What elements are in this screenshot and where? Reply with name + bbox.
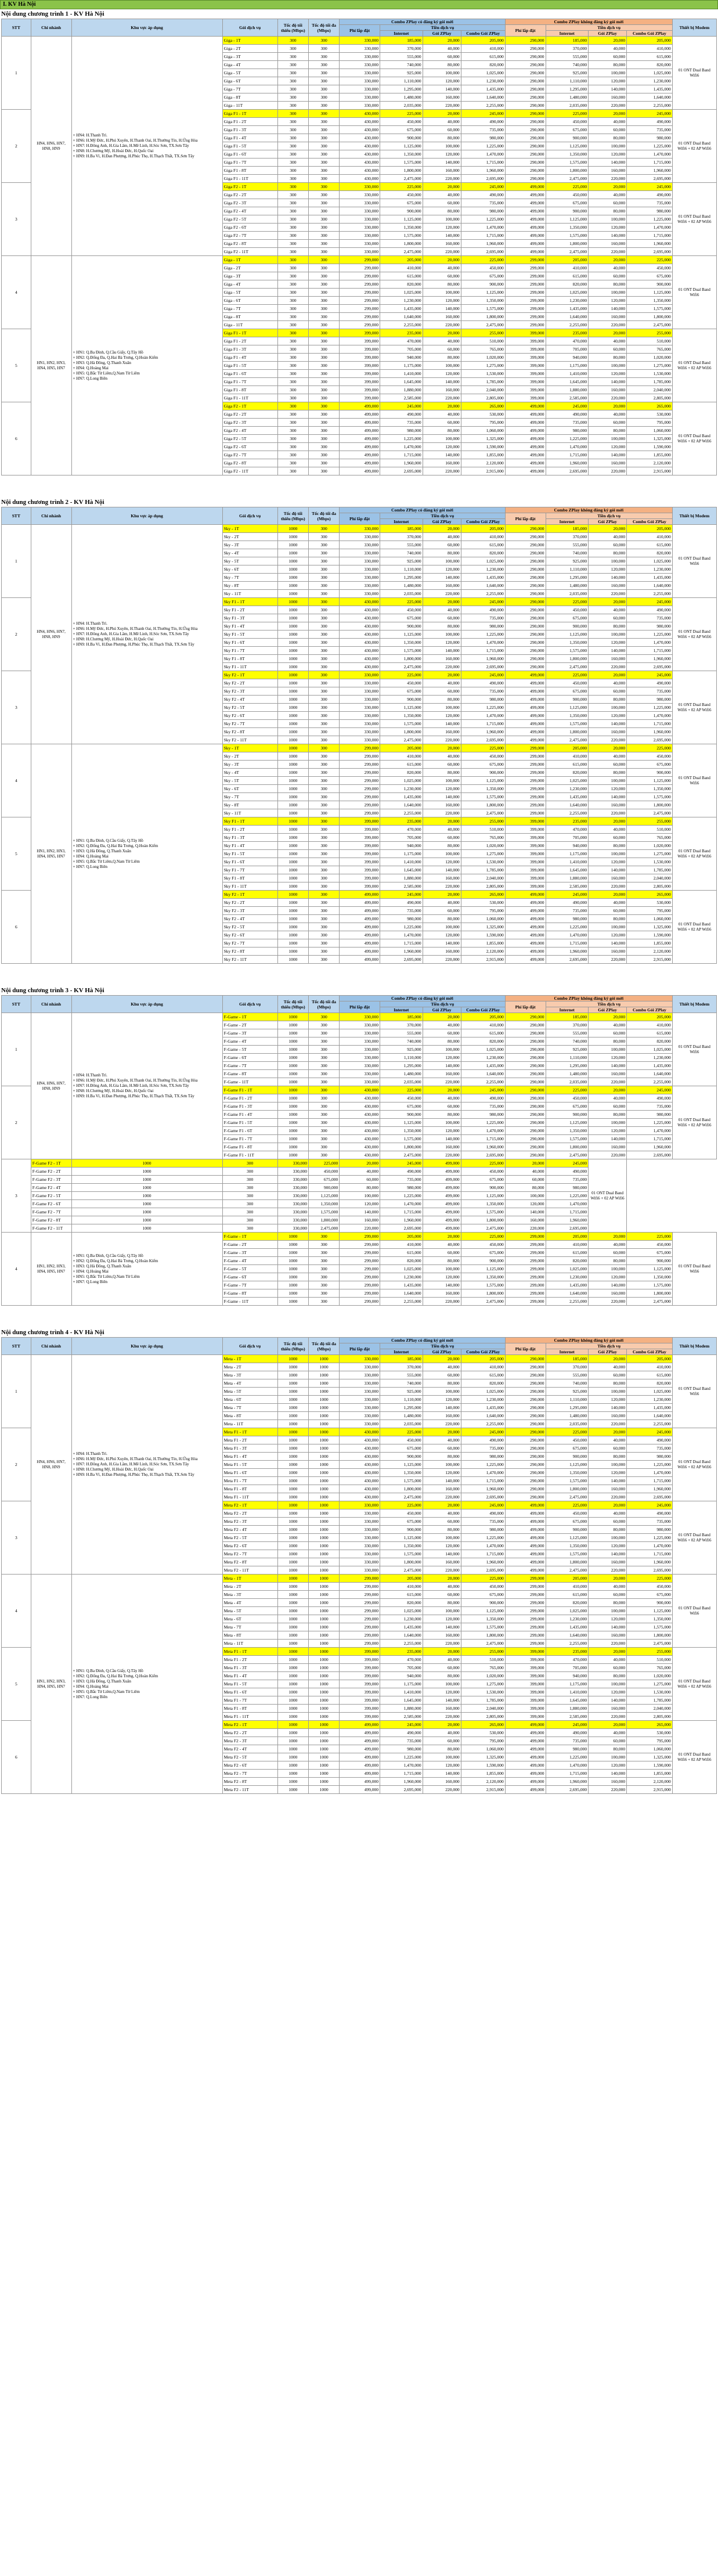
col-max-speed: Tốc độ tối đa (Mbps) xyxy=(308,1338,339,1355)
table-row: F-Game - 6T 1000 300 299,000 1,230,000 120,000 1,350,000 299,000 1,230,000 120,000 1,350,000 xyxy=(2,1273,717,1281)
table-row: Giga - 7T 300 300 299,000 1,435,000 140,000 1,575,000 299,000 1,435,000 140,000 1,575,000 xyxy=(2,305,717,313)
table-row: F-Game - 11T 1000 300 330,000 2,035,000 220,000 2,255,000 290,000 2,035,000 220,000 2,255,000 xyxy=(2,1078,717,1086)
price-table: STT Chi nhánh Khu vực áp dụng Gói dịch vụ Tốc độ tối thiểu (Mbps) Tốc độ tối đa (Mbps) Combo ZPlay có đăng ký gói mới Combo ZPlay không đăng ký gói mới Thiết bị Modem Phí lắp đặt Tiền dịch vụ Phí lắp đặt Tiền dịch vụ Internet Gói ZPlay Combo Gói ZPlay Internet Gói ZPlay Combo Gói ZPlay 1 HN4, HN6, HN7, HN8, HN9 + HN4: H.Thanh Trì. + HN6: H.Mỹ Đức, H.Phú Xuyên, H.Thanh Oai, H.Thường Tín, H.Ứng Hòa + HN7: H.Đông Anh, H.Gia Lâm, H.Mê Linh, H.Sóc Sơn, TX.Sơn Tây + HN8: H.Chương Mỹ, H.Hoài Đức, H.Quốc Oai + HN9: H.Ba Vì, H.Đan Phượng, H.Phúc Thọ, H.Thạch Thất, TX.Sơn Tây Giga - 1T 300 300 330,000 185,000 20,000 205,000 290,000 185,000 20,000 205,000 01 ONT Dual Band Wifi6 Giga - 2T 300 300 330,000 370,000 40,000 410,000 290,000 370,000 40,000 410,000 Giga - 3T 300 300 330,000 555,000 60,000 615,000 290,000 555,000 60,000 615,000 Giga - 4T 300 300 330,000 740,000 80,000 820,000 290,000 740,000 80,000 820,000 Giga - 5T 300 300 330,000 925,000 100,000 1,025,000 290,000 925,000 100,000 1,025,000 Giga - 6T 300 300 330,000 1,110,000 120,000 1,230,000 290,000 1,110,000 120,000 1,230,000 Giga - 7T 300 300 330,000 1,295,000 140,000 1,435,000 290,000 1,295,000 140,000 1,435,000 Giga - 8T 300 300 330,000 1,480,000 160,000 1,640,000 290,000 1,480,000 160,000 1,640,000 Giga - 11T 300 300 330,000 2,035,000 220,000 2,255,000 290,000 2,035,000 220,000 2,255,000 2 Giga F1 - 1T 300 300 430,000 225,000 20,000 245,000 290,000 225,000 20,000 245,000 01 ONT Dual Band Wifi6 + 02 AP Wifi6 Giga F1 - 2T 300 300 430,000 450,000 40,000 490,000 290,000 450,000 40,000 490,000 Giga F1 - 3T 300 300 430,000 675,000 60,000 735,000 290,000 675,000 60,000 735,000 Giga F1 - 4T 300 300 430,000 900,000 80,000 980,000 290,000 900,000 80,000 980,000 Giga F1 - 5T 300 300 430,000 1,125,000 100,000 1,225,000 290,000 1,125,000 100,000 1,225,000 Giga F1 - 6T 300 300 430,000 1,350,000 120,000 1,470,000 290,000 1,350,000 120,000 1,470,000 Giga F1 - 7T 300 300 430,000 1,575,000 140,000 1,715,000 290,000 1,575,000 140,000 1,715,000 Giga F1 - 8T 300 300 430,000 1,800,000 160,000 1,960,000 290,000 1,800,000 160,000 1,960,000 Giga F1 - 11T 300 300 430,000 2,475,000 220,000 2,695,000 290,000 2,475,000 220,000 2,695,000 3 Giga F2 - 1T 300 300 330,000 225,000 20,000 245,000 499,000 225,000 20,000 245,000 01 ONT Dual Band Wifi6 + 02 AP Wifi6 Giga F2 - 2T 300 300 330,000 450,000 40,000 490,000 499,000 450,000 40,000 490,000 Giga F2 - 3T 300 300 330,000 675,000 60,000 735,000 499,000 675,000 60,000 735,000 Giga F2 - 4T 300 300 330,000 900,000 80,000 980,000 499,000 900,000 80,000 980,000 Giga F2 - 5T 300 300 330,000 1,125,000 100,000 1,225,000 499,000 1,125,000 100,000 1,225,000 Giga F2 - 6T 300 300 330,000 1,350,000 120,000 1,470,000 499,000 1,350,000 120,000 1,470,000 Giga F2 - 7T 300 300 330,000 1,575,000 140,000 1,715,000 499,000 1,575,000 140,000 1,715,000 Giga F2 - 8T 300 300 330,000 1,800,000 160,000 1,960,000 499,000 1,800,000 160,000 1,960,000 Giga F2 - 11T 300 300 330,000 2,475,000 220,000 2,695,000 499,000 2,475,000 220,000 2,695,000 4 HN1, HN2, HN3, HN4, HN5, HN7 + HN1: Q.Ba Đình, Q.Cầu Giấy, Q.Tây Hồ + HN2: Q.Đống Đa, Q.Hai Bà Trưng, Q.Hoàn Kiếm + HN3: Q.Hà Đông, Q.Thanh Xuân + HN4: Q.Hoàng Mai + HN5: Q.Bắc Từ Liêm,Q.Nam Từ Liêm + HN7: Q.Long Biên Giga - 1T 300 300 299,000 205,000 20,000 225,000 299,000 205,000 20,000 225,000 01 ONT Dual Band Wifi6 Giga - 2T 300 300 299,000 410,000 40,000 450,000 299,000 410,000 40,000 450,000 Giga - 3T 300 300 299,000 615,000 60,000 675,000 299,000 615,000 60,000 675,000 Giga - 4T 300 300 299,000 820,000 80,000 900,000 299,000 820,000 80,000 900,000 Giga - 5T 300 300 299,000 1,025,000 100,000 1,125,000 299,000 1,025,000 100,000 1,125,000 Giga - 6T 300 300 299,000 1,230,000 120,000 1,350,000 299,000 1,230,000 120,000 1,350,000 Giga - 7T 300 300 299,000 1,435,000 140,000 1,575,000 299,000 1,435,000 140,000 1,575,000 Giga - 8T 300 300 299,000 1,640,000 160,000 1,800,000 299,000 1,640,000 160,000 1,800,000 Giga - 11T 300 300 299,000 2,255,000 220,000 2,475,000 299,000 2,255,000 220,000 2,475,000 5 Giga F1 - 1T 300 300 399,000 235,000 20,000 255,000 399,000 235,000 20,000 255,000 01 ONT Dual Band Wifi6 + 02 AP Wifi6 Giga F1 - 2T 300 300 399,000 470,000 40,000 510,000 399,000 470,000 40,000 510,000 Giga F1 - 3T 300 300 399,000 705,000 60,000 765,000 399,000 705,000 60,000 765,000 Giga F1 - 4T 300 300 399,000 940,000 80,000 1,020,000 399,000 940,000 80,000 1,020,000 Giga F1 - 5T 300 300 399,000 1,175,000 100,000 1,275,000 399,000 1,175,000 100,000 1,275,000 Giga F1 - 6T 300 300 399,000 1,410,000 120,000 1,530,000 399,000 1,410,000 120,000 1,530,000 Giga F1 - 7T 300 300 399,000 1,645,000 140,000 1,785,000 399,000 1,645,000 140,000 1,785,000 Giga F1 - 8T 300 300 399,000 1,880,000 160,000 2,040,000 399,000 1,880,000 160,000 2,040,000 Giga F1 - 11T 300 300 399,000 2,585,000 220,000 2,805,000 399,000 2,585,000 220,000 2,805,000 6 Giga F2 - 1T 300 300 499,000 245,000 20,000 265,000 499,000 245,000 20,000 265,000 01 ONT Dual Band Wifi6 + 02 AP Wifi6 Giga F2 - 2T 300 300 499,000 490,000 40,000 530,000 499,000 490,000 40,000 530,000 Giga F2 - 3T 300 300 499,000 735,000 60,000 795,000 499,000 735,000 60,000 795,000 Giga F2 - 4T 300 300 499,000 980,000 80,000 1,060,000 499,000 980,000 80,000 1,060,000 Giga F2 - 5T 300 300 499,000 1,225,000 100,000 1,325,000 499,000 1,225,000 100,000 1,325,000 Giga F2 - 6T 300 300 499,000 1,470,000 120,000 1,590,000 499,000 1,470,000 120,000 1,590,000 Giga F2 - 7T 300 300 499,000 1,715,000 140,000 1,855,000 499,000 1,715,000 140,000 1,855,000 Giga F2 - 8T 300 300 499,000 1,960,000 160,000 2,120,000 499,000 1,960,000 160,000 2,120,000 Giga F2 - 11T 300 300 499,000 2,695,000 220,000 2,915,000 499,000 2,695,000 220,000 2,915,000 xyxy=(1,19,717,475)
table-row: Giga - 3T 300 300 299,000 615,000 60,000 675,000 299,000 615,000 60,000 675,000 xyxy=(2,272,717,280)
col-min-speed: Tốc độ tối thiểu (Mbps) xyxy=(277,1338,308,1355)
table-row: Giga - 8T 300 300 299,000 1,640,000 160,000 1,800,000 299,000 1,640,000 160,000 1,800,000 xyxy=(2,313,717,321)
col-package: Gói dịch vụ xyxy=(222,1338,277,1355)
table-row: F-Game F1 - 2T 1000 300 430,000 450,000 40,000 490,000 290,000 450,000 40,000 490,000 xyxy=(2,1094,717,1103)
table-row: Meta F2 - 8T 1000 1000 499,000 1,960,000 160,000 2,120,000 499,000 1,960,000 160,000 2,120,000 xyxy=(2,1778,717,1786)
table-row: F-Game F1 - 5T 1000 300 430,000 1,125,000 100,000 1,225,000 290,000 1,125,000 100,000 1,225,000 xyxy=(2,1119,717,1127)
table-row: Giga F1 - 3T 300 300 399,000 705,000 60,000 765,000 399,000 705,000 60,000 765,000 xyxy=(2,345,717,354)
table-row: Sky F2 - 2T 1000 300 499,000 490,000 40,000 530,000 499,000 490,000 40,000 530,000 xyxy=(2,899,717,907)
table-row: Giga F1 - 5T 300 300 430,000 1,125,000 100,000 1,225,000 290,000 1,125,000 100,000 1,225,000 xyxy=(2,142,717,150)
table-row: Sky F1 - 2T 1000 300 430,000 450,000 40,000 490,000 290,000 450,000 40,000 490,000 xyxy=(2,606,717,614)
col-group-nonew: Combo ZPlay không đăng ký gói mới xyxy=(505,507,672,513)
table-row: Meta F2 - 2T 1000 1000 330,000 450,000 40,000 490,000 499,000 450,000 40,000 490,000 xyxy=(2,1509,717,1518)
table-row: 6 Meta F2 - 1T 1000 1000 499,000 245,000 20,000 265,000 499,000 245,000 20,000 265,000 01 ONT Dual Band Wifi6 + 02 AP Wifi6 xyxy=(2,1721,717,1729)
section-title: Nội dung chương trình 4 - KV Hà Nội xyxy=(0,1328,716,1337)
table-row: Meta F2 - 5T 1000 1000 330,000 1,125,000 100,000 1,225,000 499,000 1,125,000 100,000 1,225,000 xyxy=(2,1534,717,1542)
table-row: Meta - 5T 1000 1000 330,000 925,000 100,000 1,025,000 290,000 925,000 100,000 1,025,000 xyxy=(2,1388,717,1396)
table-row: Giga - 4T 300 300 330,000 740,000 80,000 820,000 290,000 740,000 80,000 820,000 xyxy=(2,61,717,69)
table-row: Giga F2 - 5T 300 300 499,000 1,225,000 100,000 1,325,000 499,000 1,225,000 100,000 1,325,000 xyxy=(2,435,717,443)
table-row: Sky F1 - 5T 1000 300 399,000 1,175,000 100,000 1,275,000 399,000 1,175,000 100,000 1,275,000 xyxy=(2,850,717,858)
table-row: Sky F1 - 6T 1000 300 430,000 1,350,000 120,000 1,470,000 290,000 1,350,000 120,000 1,470,000 xyxy=(2,639,717,647)
table-row: 1 HN4, HN6, HN7, HN8, HN9 + HN4: H.Thanh Trì. + HN6: H.Mỹ Đức, H.Phú Xuyên, H.Thanh Oai, H.Thường Tín, H.Ứng Hòa + HN7: H.Đông Anh, H.Gia Lâm, H.Mê Linh, H.Sóc Sơn, TX.Sơn Tây + HN8: H.Chương Mỹ, H.Hoài Đức, H.Quốc Oai + HN9: H.Ba Vì, H.Đan Phượng, H.Phúc Thọ, H.Thạch Thất, TX.Sơn Tây Giga - 1T 300 300 330,000 185,000 20,000 205,000 290,000 185,000 20,000 205,000 01 ONT Dual Band Wifi6 xyxy=(2,37,717,45)
table-row: 4 HN1, HN2, HN3, HN4, HN5, HN7 + HN1: Q.Ba Đình, Q.Cầu Giấy, Q.Tây Hồ + HN2: Q.Đống Đa, Q.Hai Bà Trưng, Q.Hoàn Kiếm + HN3: Q.Hà Đông, Q.Thanh Xuân + HN4: Q.Hoàng Mai + HN5: Q.Bắc Từ Liêm,Q.Nam Từ Liêm + HN7: Q.Long Biên F-Game - 1T 1000 300 299,000 205,000 20,000 225,000 299,000 205,000 20,000 225,000 01 ONT Dual Band Wifi6 xyxy=(2,1233,717,1241)
col-stt: STT xyxy=(2,1338,31,1355)
table-row: F-Game F2 - 4T 1000 300 330,000 900,000 80,000 980,000 499,000 900,000 80,000 980,000 xyxy=(2,1184,717,1192)
table-row: Sky - 5T 1000 300 330,000 925,000 100,000 1,025,000 290,000 925,000 100,000 1,025,000 xyxy=(2,557,717,565)
table-row: Meta F1 - 11T 1000 1000 430,000 2,475,000 220,000 2,695,000 290,000 2,475,000 220,000 2,695,000 xyxy=(2,1493,717,1501)
table-row: Sky F1 - 5T 1000 300 430,000 1,125,000 100,000 1,225,000 290,000 1,125,000 100,000 1,225,000 xyxy=(2,631,717,639)
table-row: F-Game - 8T 1000 300 299,000 1,640,000 160,000 1,800,000 299,000 1,640,000 160,000 1,800,000 xyxy=(2,1289,717,1298)
table-row: Meta F2 - 5T 1000 1000 499,000 1,225,000 100,000 1,325,000 499,000 1,225,000 100,000 1,325,000 xyxy=(2,1753,717,1761)
table-row: Giga F1 - 8T 300 300 399,000 1,880,000 160,000 2,040,000 399,000 1,880,000 160,000 2,040,000 xyxy=(2,386,717,394)
table-row: Giga F1 - 2T 300 300 430,000 450,000 40,000 490,000 290,000 450,000 40,000 490,000 xyxy=(2,118,717,126)
table-row: Giga F1 - 6T 300 300 399,000 1,410,000 120,000 1,530,000 399,000 1,410,000 120,000 1,530,000 xyxy=(2,370,717,378)
table-row: F-Game F2 - 8T 1000 300 330,000 1,800,000 160,000 1,960,000 499,000 1,800,000 160,000 1,960,000 xyxy=(2,1216,717,1224)
col-area: Khu vực áp dụng xyxy=(71,19,222,37)
table-row: Meta - 8T 1000 1000 299,000 1,640,000 160,000 1,800,000 299,000 1,640,000 160,000 1,800,000 xyxy=(2,1631,717,1640)
table-row: F-Game - 6T 1000 300 330,000 1,110,000 120,000 1,230,000 290,000 1,110,000 120,000 1,230,000 xyxy=(2,1054,717,1062)
price-tables xyxy=(0,9,718,1794)
table-row: F-Game - 5T 1000 300 299,000 1,025,000 100,000 1,125,000 299,000 1,025,000 100,000 1,125,000 xyxy=(2,1265,717,1273)
table-row: Sky F2 - 3T 1000 300 499,000 735,000 60,000 795,000 499,000 735,000 60,000 795,000 xyxy=(2,907,717,915)
table-row: F-Game F2 - 7T 1000 300 330,000 1,575,000 140,000 1,715,000 499,000 1,575,000 140,000 1,715,000 xyxy=(2,1208,717,1216)
table-row: Meta - 7T 1000 1000 330,000 1,295,000 140,000 1,435,000 290,000 1,295,000 140,000 1,435,000 xyxy=(2,1404,717,1412)
col-package: Gói dịch vụ xyxy=(222,996,277,1013)
table-row: Giga F2 - 4T 300 300 330,000 900,000 80,000 980,000 499,000 900,000 80,000 980,000 xyxy=(2,207,717,215)
table-row: F-Game - 11T 1000 300 299,000 2,255,000 220,000 2,475,000 299,000 2,255,000 220,000 2,475,000 xyxy=(2,1298,717,1306)
table-row: Sky F2 - 8T 1000 300 330,000 1,800,000 160,000 1,960,000 499,000 1,800,000 160,000 1,960,000 xyxy=(2,728,717,736)
table-row: F-Game F1 - 7T 1000 300 430,000 1,575,000 140,000 1,715,000 290,000 1,575,000 140,000 1,715,000 xyxy=(2,1135,717,1143)
table-row: Sky F2 - 6T 1000 300 499,000 1,470,000 120,000 1,590,000 499,000 1,470,000 120,000 1,590,000 xyxy=(2,931,717,939)
table-row: Giga F1 - 7T 300 300 430,000 1,575,000 140,000 1,715,000 290,000 1,575,000 140,000 1,715,000 xyxy=(2,158,717,167)
table-row: Sky F2 - 5T 1000 300 330,000 1,125,000 100,000 1,225,000 499,000 1,125,000 100,000 1,225,000 xyxy=(2,704,717,712)
table-row: Sky F1 - 4T 1000 300 399,000 940,000 80,000 1,020,000 399,000 940,000 80,000 1,020,000 xyxy=(2,842,717,850)
table-row: Sky - 11T 1000 300 299,000 2,255,000 220,000 2,475,000 299,000 2,255,000 220,000 2,475,000 xyxy=(2,809,717,817)
col-modem: Thiết bị Modem xyxy=(672,1338,716,1355)
table-row: Meta F2 - 7T 1000 1000 499,000 1,715,000 140,000 1,855,000 499,000 1,715,000 140,000 1,855,000 xyxy=(2,1770,717,1778)
price-table: STT Chi nhánh Khu vực áp dụng Gói dịch vụ Tốc độ tối thiểu (Mbps) Tốc độ tối đa (Mbps) Combo ZPlay có đăng ký gói mới Combo ZPlay không đăng ký gói mới Thiết bị Modem Phí lắp đặt Tiền dịch vụ Phí lắp đặt Tiền dịch vụ Internet Gói ZPlay Combo Gói ZPlay Internet Gói ZPlay Combo Gói ZPlay 1 HN4, HN6, HN7, HN8, HN9 + HN4: H.Thanh Trì. + HN6: H.Mỹ Đức, H.Phú Xuyên, H.Thanh Oai, H.Thường Tín, H.Ứng Hòa + HN7: H.Đông Anh, H.Gia Lâm, H.Mê Linh, H.Sóc Sơn, TX.Sơn Tây + HN8: H.Chương Mỹ, H.Hoài Đức, H.Quốc Oai + HN9: H.Ba Vì, H.Đan Phượng, H.Phúc Thọ, H.Thạch Thất, TX.Sơn Tây Sky - 1T 1000 300 330,000 185,000 20,000 205,000 290,000 185,000 20,000 205,000 01 ONT Dual Band Wifi6 Sky - 2T 1000 300 330,000 370,000 40,000 410,000 290,000 370,000 40,000 410,000 Sky - 3T 1000 300 330,000 555,000 60,000 615,000 290,000 555,000 60,000 615,000 Sky - 4T 1000 300 330,000 740,000 80,000 820,000 290,000 740,000 80,000 820,000 Sky - 5T 1000 300 330,000 925,000 100,000 1,025,000 290,000 925,000 100,000 1,025,000 Sky - 6T 1000 300 330,000 1,110,000 120,000 1,230,000 290,000 1,110,000 120,000 1,230,000 Sky - 7T 1000 300 330,000 1,295,000 140,000 1,435,000 290,000 1,295,000 140,000 1,435,000 Sky - 8T 1000 300 330,000 1,480,000 160,000 1,640,000 290,000 1,480,000 160,000 1,640,000 Sky - 11T 1000 300 330,000 2,035,000 220,000 2,255,000 290,000 2,035,000 220,000 2,255,000 2 Sky F1 - 1T 1000 300 430,000 225,000 20,000 245,000 290,000 225,000 20,000 245,000 01 ONT Dual Band Wifi6 + 02 AP Wifi6 Sky F1 - 2T 1000 300 430,000 450,000 40,000 490,000 290,000 450,000 40,000 490,000 Sky F1 - 3T 1000 300 430,000 675,000 60,000 735,000 290,000 675,000 60,000 735,000 Sky F1 - 4T 1000 300 430,000 900,000 80,000 980,000 290,000 900,000 80,000 980,000 Sky F1 - 5T 1000 300 430,000 1,125,000 100,000 1,225,000 290,000 1,125,000 100,000 1,225,000 Sky F1 - 6T 1000 300 430,000 1,350,000 120,000 1,470,000 290,000 1,350,000 120,000 1,470,000 Sky F1 - 7T 1000 300 430,000 1,575,000 140,000 1,715,000 290,000 1,575,000 140,000 1,715,000 Sky F1 - 8T 1000 300 430,000 1,800,000 160,000 1,960,000 290,000 1,800,000 160,000 1,960,000 Sky F1 - 11T 1000 300 430,000 2,475,000 220,000 2,695,000 290,000 2,475,000 220,000 2,695,000 3 Sky F2 - 1T 1000 300 330,000 225,000 20,000 245,000 499,000 225,000 20,000 245,000 01 ONT Dual Band Wifi6 + 02 AP Wifi6 Sky F2 - 2T 1000 300 330,000 450,000 40,000 490,000 499,000 450,000 40,000 490,000 Sky F2 - 3T 1000 300 330,000 675,000 60,000 735,000 499,000 675,000 60,000 735,000 Sky F2 - 4T 1000 300 330,000 900,000 80,000 980,000 499,000 900,000 80,000 980,000 Sky F2 - 5T 1000 300 330,000 1,125,000 100,000 1,225,000 499,000 1,125,000 100,000 1,225,000 Sky F2 - 6T 1000 300 330,000 1,350,000 120,000 1,470,000 499,000 1,350,000 120,000 1,470,000 Sky F2 - 7T 1000 300 330,000 1,575,000 140,000 1,715,000 499,000 1,575,000 140,000 1,715,000 Sky F2 - 8T 1000 300 330,000 1,800,000 160,000 1,960,000 499,000 1,800,000 160,000 1,960,000 Sky F2 - 11T 1000 300 330,000 2,475,000 220,000 2,695,000 499,000 2,475,000 220,000 2,695,000 4 HN1, HN2, HN3, HN4, HN5, HN7 + HN1: Q.Ba Đình, Q.Cầu Giấy, Q.Tây Hồ + HN2: Q.Đống Đa, Q.Hai Bà Trưng, Q.Hoàn Kiếm + HN3: Q.Hà Đông, Q.Thanh Xuân + HN4: Q.Hoàng Mai + HN5: Q.Bắc Từ Liêm,Q.Nam Từ Liêm + HN7: Q.Long Biên Sky - 1T 1000 300 299,000 205,000 20,000 225,000 299,000 205,000 20,000 225,000 01 ONT Dual Band Wifi6 Sky - 2T 1000 300 299,000 410,000 40,000 450,000 299,000 410,000 40,000 450,000 Sky - 3T 1000 300 299,000 615,000 60,000 675,000 299,000 615,000 60,000 675,000 Sky - 4T 1000 300 299,000 820,000 80,000 900,000 299,000 820,000 80,000 900,000 Sky - 5T 1000 300 299,000 1,025,000 100,000 1,125,000 299,000 1,025,000 100,000 1,125,000 Sky - 6T 1000 300 299,000 1,230,000 120,000 1,350,000 299,000 1,230,000 120,000 1,350,000 Sky - 7T 1000 300 299,000 1,435,000 140,000 1,575,000 299,000 1,435,000 140,000 1,575,000 Sky - 8T 1000 300 299,000 1,640,000 160,000 1,800,000 299,000 1,640,000 160,000 1,800,000 Sky - 11T 1000 300 299,000 2,255,000 220,000 2,475,000 299,000 2,255,000 220,000 2,475,000 5 Sky F1 - 1T 1000 300 399,000 235,000 20,000 255,000 399,000 235,000 20,000 255,000 01 ONT Dual Band Wifi6 + 02 AP Wifi6 Sky F1 - 2T 1000 300 399,000 470,000 40,000 510,000 399,000 470,000 40,000 510,000 Sky F1 - 3T 1000 300 399,000 705,000 60,000 765,000 399,000 705,000 60,000 765,000 Sky F1 - 4T 1000 300 399,000 940,000 80,000 1,020,000 399,000 940,000 80,000 1,020,000 Sky F1 - 5T 1000 300 399,000 1,175,000 100,000 1,275,000 399,000 1,175,000 100,000 1,275,000 Sky F1 - 6T 1000 300 399,000 1,410,000 120,000 1,530,000 399,000 1,410,000 120,000 1,530,000 Sky F1 - 7T 1000 300 399,000 1,645,000 140,000 1,785,000 399,000 1,645,000 140,000 1,785,000 Sky F1 - 8T 1000 300 399,000 1,880,000 160,000 2,040,000 399,000 1,880,000 160,000 2,040,000 Sky F1 - 11T 1000 300 399,000 2,585,000 220,000 2,805,000 399,000 2,585,000 220,000 2,805,000 6 Sky F2 - 1T 1000 300 499,000 245,000 20,000 265,000 499,000 245,000 20,000 265,000 01 ONT Dual Band Wifi6 + 02 AP Wifi6 Sky F2 - 2T 1000 300 499,000 490,000 40,000 530,000 499,000 490,000 40,000 530,000 Sky F2 - 3T 1000 300 499,000 735,000 60,000 795,000 499,000 735,000 60,000 795,000 Sky F2 - 4T 1000 300 499,000 980,000 80,000 1,060,000 499,000 980,000 80,000 1,060,000 Sky F2 - 5T 1000 300 499,000 1,225,000 100,000 1,325,000 499,000 1,225,000 100,000 1,325,000 Sky F2 - 6T 1000 300 499,000 1,470,000 120,000 1,590,000 499,000 1,470,000 120,000 1,590,000 Sky F2 - 7T 1000 300 499,000 1,715,000 140,000 1,855,000 499,000 1,715,000 140,000 1,855,000 Sky F2 - 8T 1000 300 499,000 1,960,000 160,000 2,120,000 499,000 1,960,000 160,000 2,120,000 Sky F2 - 11T 1000 300 499,000 2,695,000 220,000 2,915,000 499,000 2,695,000 220,000 2,915,000 xyxy=(1,507,717,964)
table-row: 3 Sky F2 - 1T 1000 300 330,000 225,000 20,000 245,000 499,000 225,000 20,000 245,000 01 ONT Dual Band Wifi6 + 02 AP Wifi6 xyxy=(2,671,717,679)
table-row: Giga F2 - 8T 300 300 499,000 1,960,000 160,000 2,120,000 499,000 1,960,000 160,000 2,120,000 xyxy=(2,459,717,467)
col-max-speed: Tốc độ tối đa (Mbps) xyxy=(308,19,339,37)
table-row: Sky F2 - 8T 1000 300 499,000 1,960,000 160,000 2,120,000 499,000 1,960,000 160,000 2,120,000 xyxy=(2,947,717,956)
col-max-speed: Tốc độ tối đa (Mbps) xyxy=(308,507,339,525)
table-row: Giga - 5T 300 300 299,000 1,025,000 100,000 1,125,000 299,000 1,025,000 100,000 1,125,000 xyxy=(2,289,717,297)
table-row: Sky F2 - 4T 1000 300 499,000 980,000 80,000 1,060,000 499,000 980,000 80,000 1,060,000 xyxy=(2,915,717,923)
table-row: Meta F2 - 11T 1000 1000 330,000 2,475,000 220,000 2,695,000 499,000 2,475,000 220,000 2,695,000 xyxy=(2,1566,717,1575)
table-row: Meta F1 - 4T 1000 1000 399,000 940,000 80,000 1,020,000 399,000 940,000 80,000 1,020,000 xyxy=(2,1672,717,1680)
table-row: Giga - 6T 300 300 299,000 1,230,000 120,000 1,350,000 299,000 1,230,000 120,000 1,350,000 xyxy=(2,297,717,305)
table-row: F-Game - 2T 1000 300 330,000 370,000 40,000 410,000 290,000 370,000 40,000 410,000 xyxy=(2,1021,717,1029)
table-row: 2 F-Game F1 - 1T 1000 300 430,000 225,000 20,000 245,000 290,000 225,000 20,000 245,000 01 ONT Dual Band Wifi6 + 02 AP Wifi6 xyxy=(2,1086,717,1094)
table-row: Meta F1 - 7T 1000 1000 430,000 1,575,000 140,000 1,715,000 290,000 1,575,000 140,000 1,715,000 xyxy=(2,1477,717,1485)
table-row: F-Game F1 - 4T 1000 300 430,000 900,000 80,000 980,000 290,000 900,000 80,000 980,000 xyxy=(2,1111,717,1119)
table-row: Meta - 6T 1000 1000 299,000 1,230,000 120,000 1,350,000 299,000 1,230,000 120,000 1,350,000 xyxy=(2,1615,717,1623)
table-row: Meta F2 - 4T 1000 1000 499,000 980,000 80,000 1,060,000 499,000 980,000 80,000 1,060,000 xyxy=(2,1745,717,1753)
col-group-new: Combo ZPlay có đăng ký gói mới xyxy=(340,996,505,1001)
table-row: Meta - 2T 1000 1000 330,000 370,000 40,000 410,000 290,000 370,000 40,000 410,000 xyxy=(2,1363,717,1371)
table-row: Sky - 4T 1000 300 299,000 820,000 80,000 900,000 299,000 820,000 80,000 900,000 xyxy=(2,769,717,777)
table-row: Meta F2 - 6T 1000 1000 330,000 1,350,000 120,000 1,470,000 499,000 1,350,000 120,000 1,470,000 xyxy=(2,1542,717,1550)
table-row: Meta F2 - 7T 1000 1000 330,000 1,575,000 140,000 1,715,000 499,000 1,575,000 140,000 1,715,000 xyxy=(2,1550,717,1558)
table-row: Meta - 2T 1000 1000 299,000 410,000 40,000 450,000 299,000 410,000 40,000 450,000 xyxy=(2,1583,717,1591)
table-row: Meta - 4T 1000 1000 330,000 740,000 80,000 820,000 290,000 740,000 80,000 820,000 xyxy=(2,1379,717,1388)
table-row: Meta F1 - 7T 1000 1000 399,000 1,645,000 140,000 1,785,000 399,000 1,645,000 140,000 1,785,000 xyxy=(2,1696,717,1705)
table-row: Meta - 6T 1000 1000 330,000 1,110,000 120,000 1,230,000 290,000 1,110,000 120,000 1,230,000 xyxy=(2,1396,717,1404)
table-row: Giga F1 - 4T 300 300 399,000 940,000 80,000 1,020,000 399,000 940,000 80,000 1,020,000 xyxy=(2,354,717,362)
table-row: 4 HN1, HN2, HN3, HN4, HN5, HN7 + HN1: Q.Ba Đình, Q.Cầu Giấy, Q.Tây Hồ + HN2: Q.Đống Đa, Q.Hai Bà Trưng, Q.Hoàn Kiếm + HN3: Q.Hà Đông, Q.Thanh Xuân + HN4: Q.Hoàng Mai + HN5: Q.Bắc Từ Liêm,Q.Nam Từ Liêm + HN7: Q.Long Biên Meta - 1T 1000 1000 299,000 205,000 20,000 225,000 299,000 205,000 20,000 225,000 01 ONT Dual Band Wifi6 xyxy=(2,1575,717,1583)
table-row: Meta F1 - 5T 1000 1000 399,000 1,175,000 100,000 1,275,000 399,000 1,175,000 100,000 1,275,000 xyxy=(2,1680,717,1688)
col-package: Gói dịch vụ xyxy=(222,507,277,525)
table-row: F-Game - 8T 1000 300 330,000 1,480,000 160,000 1,640,000 290,000 1,480,000 160,000 1,640,000 xyxy=(2,1070,717,1078)
table-row: F-Game F2 - 6T 1000 300 330,000 1,350,000 120,000 1,470,000 499,000 1,350,000 120,000 1,470,000 xyxy=(2,1200,717,1208)
table-row: 2 Giga F1 - 1T 300 300 430,000 225,000 20,000 245,000 290,000 225,000 20,000 245,000 01 ONT Dual Band Wifi6 + 02 AP Wifi6 xyxy=(2,110,717,118)
table-row: 3 Meta F2 - 1T 1000 1000 330,000 225,000 20,000 245,000 499,000 225,000 20,000 245,000 01 ONT Dual Band Wifi6 + 02 AP Wifi6 xyxy=(2,1501,717,1509)
table-row: Giga F2 - 8T 300 300 330,000 1,800,000 160,000 1,960,000 499,000 1,800,000 160,000 1,960,000 xyxy=(2,240,717,248)
table-row: F-Game F2 - 5T 1000 300 330,000 1,125,000 100,000 1,225,000 499,000 1,125,000 100,000 1,225,000 xyxy=(2,1192,717,1200)
table-row: Sky - 7T 1000 300 299,000 1,435,000 140,000 1,575,000 299,000 1,435,000 140,000 1,575,000 xyxy=(2,793,717,801)
table-row: Sky F2 - 3T 1000 300 330,000 675,000 60,000 735,000 499,000 675,000 60,000 735,000 xyxy=(2,687,717,696)
table-row: Meta F2 - 6T 1000 1000 499,000 1,470,000 120,000 1,590,000 499,000 1,470,000 120,000 1,590,000 xyxy=(2,1761,717,1770)
table-row: 4 HN1, HN2, HN3, HN4, HN5, HN7 + HN1: Q.Ba Đình, Q.Cầu Giấy, Q.Tây Hồ + HN2: Q.Đống Đa, Q.Hai Bà Trưng, Q.Hoàn Kiếm + HN3: Q.Hà Đông, Q.Thanh Xuân + HN4: Q.Hoàng Mai + HN5: Q.Bắc Từ Liêm,Q.Nam Từ Liêm + HN7: Q.Long Biên Giga - 1T 300 300 299,000 205,000 20,000 225,000 299,000 205,000 20,000 225,000 01 ONT Dual Band Wifi6 xyxy=(2,256,717,264)
table-row: Sky - 8T 1000 300 330,000 1,480,000 160,000 1,640,000 290,000 1,480,000 160,000 1,640,000 xyxy=(2,582,717,590)
table-row: Giga - 5T 300 300 330,000 925,000 100,000 1,025,000 290,000 925,000 100,000 1,025,000 xyxy=(2,69,717,77)
table-row: Giga - 4T 300 300 299,000 820,000 80,000 900,000 299,000 820,000 80,000 900,000 xyxy=(2,280,717,289)
col-area: Khu vực áp dụng xyxy=(71,507,222,525)
table-row: Giga F2 - 11T 300 300 499,000 2,695,000 220,000 2,915,000 499,000 2,695,000 220,000 2,915,000 xyxy=(2,467,717,475)
table-row: Giga F2 - 3T 300 300 499,000 735,000 60,000 795,000 499,000 735,000 60,000 795,000 xyxy=(2,419,717,427)
table-row: Giga - 3T 300 300 330,000 555,000 60,000 615,000 290,000 555,000 60,000 615,000 xyxy=(2,53,717,61)
table-row: F-Game - 2T 1000 300 299,000 410,000 40,000 450,000 299,000 410,000 40,000 450,000 xyxy=(2,1241,717,1249)
col-min-speed: Tốc độ tối thiểu (Mbps) xyxy=(277,507,308,525)
table-row: F-Game - 4T 1000 300 330,000 740,000 80,000 820,000 290,000 740,000 80,000 820,000 xyxy=(2,1037,717,1046)
table-row: Meta F1 - 8T 1000 1000 399,000 1,880,000 160,000 2,040,000 399,000 1,880,000 160,000 2,040,000 xyxy=(2,1705,717,1713)
table-row: F-Game - 7T 1000 300 299,000 1,435,000 140,000 1,575,000 299,000 1,435,000 140,000 1,575,000 xyxy=(2,1281,717,1289)
table-row: F-Game F1 - 11T 1000 300 430,000 2,475,000 220,000 2,695,000 290,000 2,475,000 220,000 2,695,000 xyxy=(2,1151,717,1159)
table-row: Sky F1 - 8T 1000 300 399,000 1,880,000 160,000 2,040,000 399,000 1,880,000 160,000 2,040,000 xyxy=(2,874,717,882)
table-row: Meta F1 - 6T 1000 1000 430,000 1,350,000 120,000 1,470,000 290,000 1,350,000 120,000 1,470,000 xyxy=(2,1469,717,1477)
table-row: Sky F1 - 7T 1000 300 430,000 1,575,000 140,000 1,715,000 290,000 1,575,000 140,000 1,715,000 xyxy=(2,647,717,655)
table-row: Meta F1 - 6T 1000 1000 399,000 1,410,000 120,000 1,530,000 399,000 1,410,000 120,000 1,530,000 xyxy=(2,1688,717,1696)
table-row: Sky F1 - 2T 1000 300 399,000 470,000 40,000 510,000 399,000 470,000 40,000 510,000 xyxy=(2,826,717,834)
table-row: Meta F1 - 3T 1000 1000 399,000 705,000 60,000 765,000 399,000 705,000 60,000 765,000 xyxy=(2,1664,717,1672)
col-modem: Thiết bị Modem xyxy=(672,19,716,37)
col-min-speed: Tốc độ tối thiểu (Mbps) xyxy=(277,996,308,1013)
table-row: Sky F2 - 7T 1000 300 330,000 1,575,000 140,000 1,715,000 499,000 1,575,000 140,000 1,715,000 xyxy=(2,720,717,728)
table-row: Giga F2 - 6T 300 300 499,000 1,470,000 120,000 1,590,000 499,000 1,470,000 120,000 1,590,000 xyxy=(2,443,717,451)
table-row: F-Game F1 - 8T 1000 300 430,000 1,800,000 160,000 1,960,000 290,000 1,800,000 160,000 1,960,000 xyxy=(2,1143,717,1151)
table-row: F-Game - 3T 1000 300 330,000 555,000 60,000 615,000 290,000 555,000 60,000 615,000 xyxy=(2,1029,717,1037)
table-row: Meta F1 - 2T 1000 1000 430,000 450,000 40,000 490,000 290,000 450,000 40,000 490,000 xyxy=(2,1436,717,1444)
table-row: Sky - 2T 1000 300 330,000 370,000 40,000 410,000 290,000 370,000 40,000 410,000 xyxy=(2,533,717,541)
table-row: Meta F2 - 2T 1000 1000 499,000 490,000 40,000 530,000 499,000 490,000 40,000 530,000 xyxy=(2,1729,717,1737)
table-row: Meta F2 - 4T 1000 1000 330,000 900,000 80,000 980,000 499,000 900,000 80,000 980,000 xyxy=(2,1526,717,1534)
table-row: Sky F1 - 3T 1000 300 399,000 705,000 60,000 765,000 399,000 705,000 60,000 765,000 xyxy=(2,834,717,842)
table-row: 4 HN1, HN2, HN3, HN4, HN5, HN7 + HN1: Q.Ba Đình, Q.Cầu Giấy, Q.Tây Hồ + HN2: Q.Đống Đa, Q.Hai Bà Trưng, Q.Hoàn Kiếm + HN3: Q.Hà Đông, Q.Thanh Xuân + HN4: Q.Hoàng Mai + HN5: Q.Bắc Từ Liêm,Q.Nam Từ Liêm + HN7: Q.Long Biên Sky - 1T 1000 300 299,000 205,000 20,000 225,000 299,000 205,000 20,000 225,000 01 ONT Dual Band Wifi6 xyxy=(2,744,717,752)
table-row: Giga F1 - 11T 300 300 430,000 2,475,000 220,000 2,695,000 290,000 2,475,000 220,000 2,695,000 xyxy=(2,175,717,183)
table-row: Sky F2 - 4T 1000 300 330,000 900,000 80,000 980,000 499,000 900,000 80,000 980,000 xyxy=(2,696,717,704)
table-row: Giga F1 - 11T 300 300 399,000 2,585,000 220,000 2,805,000 399,000 2,585,000 220,000 2,805,000 xyxy=(2,394,717,402)
table-row: Sky - 2T 1000 300 299,000 410,000 40,000 450,000 299,000 410,000 40,000 450,000 xyxy=(2,752,717,761)
table-row: F-Game - 7T 1000 300 330,000 1,295,000 140,000 1,435,000 290,000 1,295,000 140,000 1,435,000 xyxy=(2,1062,717,1070)
table-row: 5 Meta F1 - 1T 1000 1000 399,000 235,000 20,000 255,000 399,000 235,000 20,000 255,000 01 ONT Dual Band Wifi6 + 02 AP Wifi6 xyxy=(2,1648,717,1656)
table-row: Sky F1 - 11T 1000 300 399,000 2,585,000 220,000 2,805,000 399,000 2,585,000 220,000 2,805,000 xyxy=(2,882,717,891)
table-row: Meta F1 - 2T 1000 1000 399,000 470,000 40,000 510,000 399,000 470,000 40,000 510,000 xyxy=(2,1656,717,1664)
col-stt: STT xyxy=(2,19,31,37)
table-row: Giga F2 - 7T 300 300 330,000 1,575,000 140,000 1,715,000 499,000 1,575,000 140,000 1,715,000 xyxy=(2,232,717,240)
col-min-speed: Tốc độ tối thiểu (Mbps) xyxy=(277,19,308,37)
program-section xyxy=(0,986,716,1306)
col-group-nonew: Combo ZPlay không đăng ký gói mới xyxy=(505,1338,672,1343)
table-row: Sky F2 - 2T 1000 300 330,000 450,000 40,000 490,000 499,000 450,000 40,000 490,000 xyxy=(2,679,717,687)
table-row: 6 Giga F2 - 1T 300 300 499,000 245,000 20,000 265,000 499,000 245,000 20,000 265,000 01 ONT Dual Band Wifi6 + 02 AP Wifi6 xyxy=(2,402,717,410)
table-row: Meta F2 - 3T 1000 1000 330,000 675,000 60,000 735,000 499,000 675,000 60,000 735,000 xyxy=(2,1518,717,1526)
table-row: 5 Sky F1 - 1T 1000 300 399,000 235,000 20,000 255,000 399,000 235,000 20,000 255,000 01 ONT Dual Band Wifi6 + 02 AP Wifi6 xyxy=(2,817,717,826)
col-area: Khu vực áp dụng xyxy=(71,1338,222,1355)
table-row: 5 Giga F1 - 1T 300 300 399,000 235,000 20,000 255,000 399,000 235,000 20,000 255,000 01 ONT Dual Band Wifi6 + 02 AP Wifi6 xyxy=(2,329,717,337)
table-row: Meta F2 - 3T 1000 1000 499,000 735,000 60,000 795,000 499,000 735,000 60,000 795,000 xyxy=(2,1737,717,1745)
table-row: 3 F-Game F2 - 1T 1000 300 330,000 225,000 20,000 245,000 499,000 225,000 20,000 245,000 01 ONT Dual Band Wifi6 + 02 AP Wifi6 xyxy=(2,1159,717,1168)
table-row: Giga - 11T 300 300 330,000 2,035,000 220,000 2,255,000 290,000 2,035,000 220,000 2,255,000 xyxy=(2,102,717,110)
table-row: Meta F1 - 4T 1000 1000 430,000 900,000 80,000 980,000 290,000 900,000 80,000 980,000 xyxy=(2,1453,717,1461)
table-row: F-Game F2 - 2T 1000 300 330,000 450,000 40,000 490,000 499,000 450,000 40,000 490,000 xyxy=(2,1168,717,1176)
table-row: Sky - 5T 1000 300 299,000 1,025,000 100,000 1,125,000 299,000 1,025,000 100,000 1,125,000 xyxy=(2,777,717,785)
page-header-bar xyxy=(0,0,718,9)
table-row: Sky F2 - 5T 1000 300 499,000 1,225,000 100,000 1,325,000 499,000 1,225,000 100,000 1,325,000 xyxy=(2,923,717,931)
table-row: Sky F1 - 7T 1000 300 399,000 1,645,000 140,000 1,785,000 399,000 1,645,000 140,000 1,785,000 xyxy=(2,866,717,874)
table-row: Giga - 11T 300 300 299,000 2,255,000 220,000 2,475,000 299,000 2,255,000 220,000 2,475,000 xyxy=(2,321,717,329)
table-row: Sky - 6T 1000 300 299,000 1,230,000 120,000 1,350,000 299,000 1,230,000 120,000 1,350,000 xyxy=(2,785,717,793)
table-row: Giga F2 - 2T 300 300 330,000 450,000 40,000 490,000 499,000 450,000 40,000 490,000 xyxy=(2,191,717,199)
table-row: Sky F1 - 4T 1000 300 430,000 900,000 80,000 980,000 290,000 900,000 80,000 980,000 xyxy=(2,622,717,631)
table-row: Sky - 11T 1000 300 330,000 2,035,000 220,000 2,255,000 290,000 2,035,000 220,000 2,255,000 xyxy=(2,590,717,598)
col-branch: Chi nhánh xyxy=(31,507,71,525)
table-row: F-Game - 3T 1000 300 299,000 615,000 60,000 675,000 299,000 615,000 60,000 675,000 xyxy=(2,1249,717,1257)
table-row: Giga - 2T 300 300 299,000 410,000 40,000 450,000 299,000 410,000 40,000 450,000 xyxy=(2,264,717,272)
col-branch: Chi nhánh xyxy=(31,19,71,37)
table-row: 1 HN4, HN6, HN7, HN8, HN9 + HN4: H.Thanh Trì. + HN6: H.Mỹ Đức, H.Phú Xuyên, H.Thanh Oai, H.Thường Tín, H.Ứng Hòa + HN7: H.Đông Anh, H.Gia Lâm, H.Mê Linh, H.Sóc Sơn, TX.Sơn Tây + HN8: H.Chương Mỹ, H.Hoài Đức, H.Quốc Oai + HN9: H.Ba Vì, H.Đan Phượng, H.Phúc Thọ, H.Thạch Thất, TX.Sơn Tây F-Game - 1T 1000 300 330,000 185,000 20,000 205,000 290,000 185,000 20,000 205,000 01 ONT Dual Band Wifi6 xyxy=(2,1013,717,1021)
table-row: Sky F1 - 6T 1000 300 399,000 1,410,000 120,000 1,530,000 399,000 1,410,000 120,000 1,530,000 xyxy=(2,858,717,866)
table-row: F-Game F1 - 3T 1000 300 430,000 675,000 60,000 735,000 290,000 675,000 60,000 735,000 xyxy=(2,1103,717,1111)
table-row: Sky F1 - 11T 1000 300 430,000 2,475,000 220,000 2,695,000 290,000 2,475,000 220,000 2,695,000 xyxy=(2,663,717,671)
col-branch: Chi nhánh xyxy=(31,1338,71,1355)
program-section xyxy=(0,498,716,964)
table-row: 2 Sky F1 - 1T 1000 300 430,000 225,000 20,000 245,000 290,000 225,000 20,000 245,000 01 ONT Dual Band Wifi6 + 02 AP Wifi6 xyxy=(2,598,717,606)
table-row: Meta F1 - 5T 1000 1000 430,000 1,125,000 100,000 1,225,000 290,000 1,125,000 100,000 1,225,000 xyxy=(2,1461,717,1469)
col-group-nonew: Combo ZPlay không đăng ký gói mới xyxy=(505,996,672,1001)
table-row: Meta - 3T 1000 1000 330,000 555,000 60,000 615,000 290,000 555,000 60,000 615,000 xyxy=(2,1371,717,1379)
program-section xyxy=(0,1328,716,1794)
table-row: Giga F1 - 6T 300 300 430,000 1,350,000 120,000 1,470,000 290,000 1,350,000 120,000 1,470,000 xyxy=(2,150,717,158)
table-row: Giga F1 - 5T 300 300 399,000 1,175,000 100,000 1,275,000 399,000 1,175,000 100,000 1,275,000 xyxy=(2,362,717,370)
section-title: Nội dung chương trình 1 - KV Hà Nội xyxy=(0,9,716,19)
table-row: Giga F1 - 4T 300 300 430,000 900,000 80,000 980,000 290,000 900,000 80,000 980,000 xyxy=(2,134,717,142)
table-row: Giga F2 - 2T 300 300 499,000 490,000 40,000 530,000 499,000 490,000 40,000 530,000 xyxy=(2,410,717,419)
table-row: Meta F1 - 11T 1000 1000 399,000 2,585,000 220,000 2,805,000 399,000 2,585,000 220,000 2,805,000 xyxy=(2,1713,717,1721)
table-row: Giga F2 - 11T 300 300 330,000 2,475,000 220,000 2,695,000 499,000 2,475,000 220,000 2,695,000 xyxy=(2,248,717,256)
col-area: Khu vực áp dụng xyxy=(71,996,222,1013)
table-row: Giga F2 - 7T 300 300 499,000 1,715,000 140,000 1,855,000 499,000 1,715,000 140,000 1,855,000 xyxy=(2,451,717,459)
table-row: Giga F2 - 4T 300 300 499,000 980,000 80,000 1,060,000 499,000 980,000 80,000 1,060,000 xyxy=(2,427,717,435)
table-row: Meta - 11T 1000 1000 330,000 2,035,000 220,000 2,255,000 290,000 2,035,000 220,000 2,255,000 xyxy=(2,1420,717,1428)
table-row: Sky F1 - 3T 1000 300 430,000 675,000 60,000 735,000 290,000 675,000 60,000 735,000 xyxy=(2,614,717,622)
table-row: Sky F2 - 11T 1000 300 499,000 2,695,000 220,000 2,915,000 499,000 2,695,000 220,000 2,915,000 xyxy=(2,956,717,964)
table-row: Giga - 6T 300 300 330,000 1,110,000 120,000 1,230,000 290,000 1,110,000 120,000 1,230,000 xyxy=(2,77,717,85)
table-row: Meta F2 - 8T 1000 1000 330,000 1,800,000 160,000 1,960,000 499,000 1,800,000 160,000 1,960,000 xyxy=(2,1558,717,1566)
col-max-speed: Tốc độ tối đa (Mbps) xyxy=(308,996,339,1013)
table-row: Meta - 11T 1000 1000 299,000 2,255,000 220,000 2,475,000 299,000 2,255,000 220,000 2,475,000 xyxy=(2,1640,717,1648)
table-row: Sky - 3T 1000 300 299,000 615,000 60,000 675,000 299,000 615,000 60,000 675,000 xyxy=(2,761,717,769)
col-branch: Chi nhánh xyxy=(31,996,71,1013)
table-row: 2 Meta F1 - 1T 1000 1000 430,000 225,000 20,000 245,000 290,000 225,000 20,000 245,000 01 ONT Dual Band Wifi6 + 02 AP Wifi6 xyxy=(2,1428,717,1436)
col-package: Gói dịch vụ xyxy=(222,19,277,37)
table-row: Sky F2 - 11T 1000 300 330,000 2,475,000 220,000 2,695,000 499,000 2,475,000 220,000 2,695,000 xyxy=(2,736,717,744)
table-row: Sky - 3T 1000 300 330,000 555,000 60,000 615,000 290,000 555,000 60,000 615,000 xyxy=(2,541,717,549)
price-table: STT Chi nhánh Khu vực áp dụng Gói dịch vụ Tốc độ tối thiểu (Mbps) Tốc độ tối đa (Mbps) Combo ZPlay có đăng ký gói mới Combo ZPlay không đăng ký gói mới Thiết bị Modem Phí lắp đặt Tiền dịch vụ Phí lắp đặt Tiền dịch vụ Internet Gói ZPlay Combo Gói ZPlay Internet Gói ZPlay Combo Gói ZPlay 1 HN4, HN6, HN7, HN8, HN9 + HN4: H.Thanh Trì. + HN6: H.Mỹ Đức, H.Phú Xuyên, H.Thanh Oai, H.Thường Tín, H.Ứng Hòa + HN7: H.Đông Anh, H.Gia Lâm, H.Mê Linh, H.Sóc Sơn, TX.Sơn Tây + HN8: H.Chương Mỹ, H.Hoài Đức, H.Quốc Oai + HN9: H.Ba Vì, H.Đan Phượng, H.Phúc Thọ, H.Thạch Thất, TX.Sơn Tây F-Game - 1T 1000 300 330,000 185,000 20,000 205,000 290,000 185,000 20,000 205,000 01 ONT Dual Band Wifi6 F-Game - 2T 1000 300 330,000 370,000 40,000 410,000 290,000 370,000 40,000 410,000 F-Game - 3T 1000 300 330,000 555,000 60,000 615,000 290,000 555,000 60,000 615,000 F-Game - 4T 1000 300 330,000 740,000 80,000 820,000 290,000 740,000 80,000 820,000 F-Game - 5T 1000 300 330,000 925,000 100,000 1,025,000 290,000 925,000 100,000 1,025,000 F-Game - 6T 1000 300 330,000 1,110,000 120,000 1,230,000 290,000 1,110,000 120,000 1,230,000 F-Game - 7T 1000 300 330,000 1,295,000 140,000 1,435,000 290,000 1,295,000 140,000 1,435,000 F-Game - 8T 1000 300 330,000 1,480,000 160,000 1,640,000 290,000 1,480,000 160,000 1,640,000 F-Game - 11T 1000 300 330,000 2,035,000 220,000 2,255,000 290,000 2,035,000 220,000 2,255,000 2 F-Game F1 - 1T 1000 300 430,000 225,000 20,000 245,000 290,000 225,000 20,000 245,000 01 ONT Dual Band Wifi6 + 02 AP Wifi6 F-Game F1 - 2T 1000 300 430,000 450,000 40,000 490,000 290,000 450,000 40,000 490,000 F-Game F1 - 3T 1000 300 430,000 675,000 60,000 735,000 290,000 675,000 60,000 735,000 F-Game F1 - 4T 1000 300 430,000 900,000 80,000 980,000 290,000 900,000 80,000 980,000 F-Game F1 - 5T 1000 300 430,000 1,125,000 100,000 1,225,000 290,000 1,125,000 100,000 1,225,000 F-Game F1 - 6T 1000 300 430,000 1,350,000 120,000 1,470,000 290,000 1,350,000 120,000 1,470,000 F-Game F1 - 7T 1000 300 430,000 1,575,000 140,000 1,715,000 290,000 1,575,000 140,000 1,715,000 F-Game F1 - 8T 1000 300 430,000 1,800,000 160,000 1,960,000 290,000 1,800,000 160,000 1,960,000 F-Game F1 - 11T 1000 300 430,000 2,475,000 220,000 2,695,000 290,000 2,475,000 220,000 2,695,000 3 F-Game F2 - 1T 1000 300 330,000 225,000 20,000 245,000 499,000 225,000 20,000 245,000 01 ONT Dual Band Wifi6 + 02 AP Wifi6 F-Game F2 - 2T 1000 300 330,000 450,000 40,000 490,000 499,000 450,000 40,000 490,000 F-Game F2 - 3T 1000 300 330,000 675,000 60,000 735,000 499,000 675,000 60,000 735,000 F-Game F2 - 4T 1000 300 330,000 900,000 80,000 980,000 499,000 900,000 80,000 980,000 F-Game F2 - 5T 1000 300 330,000 1,125,000 100,000 1,225,000 499,000 1,125,000 100,000 1,225,000 F-Game F2 - 6T 1000 300 330,000 1,350,000 120,000 1,470,000 499,000 1,350,000 120,000 1,470,000 F-Game F2 - 7T 1000 300 330,000 1,575,000 140,000 1,715,000 499,000 1,575,000 140,000 1,715,000 F-Game F2 - 8T 1000 300 330,000 1,800,000 160,000 1,960,000 499,000 1,800,000 160,000 1,960,000 F-Game F2 - 11T 1000 300 330,000 2,475,000 220,000 2,695,000 499,000 2,475,000 220,000 2,695,000 4 HN1, HN2, HN3, HN4, HN5, HN7 + HN1: Q.Ba Đình, Q.Cầu Giấy, Q.Tây Hồ + HN2: Q.Đống Đa, Q.Hai Bà Trưng, Q.Hoàn Kiếm + HN3: Q.Hà Đông, Q.Thanh Xuân + HN4: Q.Hoàng Mai + HN5: Q.Bắc Từ Liêm,Q.Nam Từ Liêm + HN7: Q.Long Biên F-Game - 1T 1000 300 299,000 205,000 20,000 225,000 299,000 205,000 20,000 225,000 01 ONT Dual Band Wifi6 F-Game - 2T 1000 300 299,000 410,000 40,000 450,000 299,000 410,000 40,000 450,000 F-Game - 3T 1000 300 299,000 615,000 60,000 675,000 299,000 615,000 60,000 675,000 F-Game - 4T 1000 300 299,000 820,000 80,000 900,000 299,000 820,000 80,000 900,000 F-Game - 5T 1000 300 299,000 1,025,000 100,000 1,125,000 299,000 1,025,000 100,000 1,125,000 F-Game - 6T 1000 300 299,000 1,230,000 120,000 1,350,000 299,000 1,230,000 120,000 1,350,000 F-Game - 7T 1000 300 299,000 1,435,000 140,000 1,575,000 299,000 1,435,000 140,000 1,575,000 F-Game - 8T 1000 300 299,000 1,640,000 160,000 1,800,000 299,000 1,640,000 160,000 1,800,000 F-Game - 11T 1000 300 299,000 2,255,000 220,000 2,475,000 299,000 2,255,000 220,000 2,475,000 xyxy=(1,995,717,1306)
table-row: Sky F2 - 6T 1000 300 330,000 1,350,000 120,000 1,470,000 499,000 1,350,000 120,000 1,470,000 xyxy=(2,712,717,720)
table-row: Giga - 8T 300 300 330,000 1,480,000 160,000 1,640,000 290,000 1,480,000 160,000 1,640,000 xyxy=(2,93,717,102)
table-row: 1 HN4, HN6, HN7, HN8, HN9 + HN4: H.Thanh Trì. + HN6: H.Mỹ Đức, H.Phú Xuyên, H.Thanh Oai, H.Thường Tín, H.Ứng Hòa + HN7: H.Đông Anh, H.Gia Lâm, H.Mê Linh, H.Sóc Sơn, TX.Sơn Tây + HN8: H.Chương Mỹ, H.Hoài Đức, H.Quốc Oai + HN9: H.Ba Vì, H.Đan Phượng, H.Phúc Thọ, H.Thạch Thất, TX.Sơn Tây Meta - 1T 1000 1000 330,000 185,000 20,000 205,000 290,000 185,000 20,000 205,000 01 ONT Dual Band Wifi6 xyxy=(2,1355,717,1363)
table-row: F-Game F2 - 11T 1000 300 330,000 2,475,000 220,000 2,695,000 499,000 2,475,000 220,000 2,695,000 xyxy=(2,1224,717,1233)
section-title: Nội dung chương trình 2 - KV Hà Nội xyxy=(0,498,716,507)
table-row: Sky F1 - 8T 1000 300 430,000 1,800,000 160,000 1,960,000 290,000 1,800,000 160,000 1,960,000 xyxy=(2,655,717,663)
table-row: Meta - 3T 1000 1000 299,000 615,000 60,000 675,000 299,000 615,000 60,000 675,000 xyxy=(2,1591,717,1599)
section-title: Nội dung chương trình 3 - KV Hà Nội xyxy=(0,986,716,995)
table-row: Meta - 8T 1000 1000 330,000 1,480,000 160,000 1,640,000 290,000 1,480,000 160,000 1,640,000 xyxy=(2,1412,717,1420)
col-modem: Thiết bị Modem xyxy=(672,996,716,1013)
col-group-new: Combo ZPlay có đăng ký gói mới xyxy=(340,507,505,513)
table-row: 1 HN4, HN6, HN7, HN8, HN9 + HN4: H.Thanh Trì. + HN6: H.Mỹ Đức, H.Phú Xuyên, H.Thanh Oai, H.Thường Tín, H.Ứng Hòa + HN7: H.Đông Anh, H.Gia Lâm, H.Mê Linh, H.Sóc Sơn, TX.Sơn Tây + HN8: H.Chương Mỹ, H.Hoài Đức, H.Quốc Oai + HN9: H.Ba Vì, H.Đan Phượng, H.Phúc Thọ, H.Thạch Thất, TX.Sơn Tây Sky - 1T 1000 300 330,000 185,000 20,000 205,000 290,000 185,000 20,000 205,000 01 ONT Dual Band Wifi6 xyxy=(2,525,717,533)
table-row: Meta - 5T 1000 1000 299,000 1,025,000 100,000 1,125,000 299,000 1,025,000 100,000 1,125,000 xyxy=(2,1607,717,1615)
table-row: Meta F2 - 11T 1000 1000 499,000 2,695,000 220,000 2,915,000 499,000 2,695,000 220,000 2,915,000 xyxy=(2,1786,717,1794)
table-row: 3 Giga F2 - 1T 300 300 330,000 225,000 20,000 245,000 499,000 225,000 20,000 245,000 01 ONT Dual Band Wifi6 + 02 AP Wifi6 xyxy=(2,183,717,191)
table-row: Meta - 7T 1000 1000 299,000 1,435,000 140,000 1,575,000 299,000 1,435,000 140,000 1,575,000 xyxy=(2,1623,717,1631)
page-title: I. KV Hà Nội xyxy=(3,1,36,8)
table-row: Meta - 4T 1000 1000 299,000 820,000 80,000 900,000 299,000 820,000 80,000 900,000 xyxy=(2,1599,717,1607)
col-stt: STT xyxy=(2,996,31,1013)
table-row: Sky - 8T 1000 300 299,000 1,640,000 160,000 1,800,000 299,000 1,640,000 160,000 1,800,000 xyxy=(2,801,717,809)
table-row: Giga F2 - 6T 300 300 330,000 1,350,000 120,000 1,470,000 499,000 1,350,000 120,000 1,470,000 xyxy=(2,224,717,232)
table-row: Giga - 7T 300 300 330,000 1,295,000 140,000 1,435,000 290,000 1,295,000 140,000 1,435,000 xyxy=(2,85,717,93)
table-row: Giga F1 - 3T 300 300 430,000 675,000 60,000 735,000 290,000 675,000 60,000 735,000 xyxy=(2,126,717,134)
table-row: Meta F1 - 3T 1000 1000 430,000 675,000 60,000 735,000 290,000 675,000 60,000 735,000 xyxy=(2,1444,717,1453)
table-row: F-Game - 5T 1000 300 330,000 925,000 100,000 1,025,000 290,000 925,000 100,000 1,025,000 xyxy=(2,1046,717,1054)
table-row: F-Game - 4T 1000 300 299,000 820,000 80,000 900,000 299,000 820,000 80,000 900,000 xyxy=(2,1257,717,1265)
col-modem: Thiết bị Modem xyxy=(672,507,716,525)
program-section xyxy=(0,9,716,475)
table-row: Giga F2 - 3T 300 300 330,000 675,000 60,000 735,000 499,000 675,000 60,000 735,000 xyxy=(2,199,717,207)
table-row: Giga F1 - 7T 300 300 399,000 1,645,000 140,000 1,785,000 399,000 1,645,000 140,000 1,785,000 xyxy=(2,378,717,386)
col-stt: STT xyxy=(2,507,31,525)
price-table: STT Chi nhánh Khu vực áp dụng Gói dịch vụ Tốc độ tối thiểu (Mbps) Tốc độ tối đa (Mbps) Combo ZPlay có đăng ký gói mới Combo ZPlay không đăng ký gói mới Thiết bị Modem Phí lắp đặt Tiền dịch vụ Phí lắp đặt Tiền dịch vụ Internet Gói ZPlay Combo Gói ZPlay Internet Gói ZPlay Combo Gói ZPlay 1 HN4, HN6, HN7, HN8, HN9 + HN4: H.Thanh Trì. + HN6: H.Mỹ Đức, H.Phú Xuyên, H.Thanh Oai, H.Thường Tín, H.Ứng Hòa + HN7: H.Đông Anh, H.Gia Lâm, H.Mê Linh, H.Sóc Sơn, TX.Sơn Tây + HN8: H.Chương Mỹ, H.Hoài Đức, H.Quốc Oai + HN9: H.Ba Vì, H.Đan Phượng, H.Phúc Thọ, H.Thạch Thất, TX.Sơn Tây Meta - 1T 1000 1000 330,000 185,000 20,000 205,000 290,000 185,000 20,000 205,000 01 ONT Dual Band Wifi6 Meta - 2T 1000 1000 330,000 370,000 40,000 410,000 290,000 370,000 40,000 410,000 Meta - 3T 1000 1000 330,000 555,000 60,000 615,000 290,000 555,000 60,000 615,000 Meta - 4T 1000 1000 330,000 740,000 80,000 820,000 290,000 740,000 80,000 820,000 Meta - 5T 1000 1000 330,000 925,000 100,000 1,025,000 290,000 925,000 100,000 1,025,000 Meta - 6T 1000 1000 330,000 1,110,000 120,000 1,230,000 290,000 1,110,000 120,000 1,230,000 Meta - 7T 1000 1000 330,000 1,295,000 140,000 1,435,000 290,000 1,295,000 140,000 1,435,000 Meta - 8T 1000 1000 330,000 1,480,000 160,000 1,640,000 290,000 1,480,000 160,000 1,640,000 Meta - 11T 1000 1000 330,000 2,035,000 220,000 2,255,000 290,000 2,035,000 220,000 2,255,000 2 Meta F1 - 1T 1000 1000 430,000 225,000 20,000 245,000 290,000 225,000 20,000 245,000 01 ONT Dual Band Wifi6 + 02 AP Wifi6 Meta F1 - 2T 1000 1000 430,000 450,000 40,000 490,000 290,000 450,000 40,000 490,000 Meta F1 - 3T 1000 1000 430,000 675,000 60,000 735,000 290,000 675,000 60,000 735,000 Meta F1 - 4T 1000 1000 430,000 900,000 80,000 980,000 290,000 900,000 80,000 980,000 Meta F1 - 5T 1000 1000 430,000 1,125,000 100,000 1,225,000 290,000 1,125,000 100,000 1,225,000 Meta F1 - 6T 1000 1000 430,000 1,350,000 120,000 1,470,000 290,000 1,350,000 120,000 1,470,000 Meta F1 - 7T 1000 1000 430,000 1,575,000 140,000 1,715,000 290,000 1,575,000 140,000 1,715,000 Meta F1 - 8T 1000 1000 430,000 1,800,000 160,000 1,960,000 290,000 1,800,000 160,000 1,960,000 Meta F1 - 11T 1000 1000 430,000 2,475,000 220,000 2,695,000 290,000 2,475,000 220,000 2,695,000 3 Meta F2 - 1T 1000 1000 330,000 225,000 20,000 245,000 499,000 225,000 20,000 245,000 01 ONT Dual Band Wifi6 + 02 AP Wifi6 Meta F2 - 2T 1000 1000 330,000 450,000 40,000 490,000 499,000 450,000 40,000 490,000 Meta F2 - 3T 1000 1000 330,000 675,000 60,000 735,000 499,000 675,000 60,000 735,000 Meta F2 - 4T 1000 1000 330,000 900,000 80,000 980,000 499,000 900,000 80,000 980,000 Meta F2 - 5T 1000 1000 330,000 1,125,000 100,000 1,225,000 499,000 1,125,000 100,000 1,225,000 Meta F2 - 6T 1000 1000 330,000 1,350,000 120,000 1,470,000 499,000 1,350,000 120,000 1,470,000 Meta F2 - 7T 1000 1000 330,000 1,575,000 140,000 1,715,000 499,000 1,575,000 140,000 1,715,000 Meta F2 - 8T 1000 1000 330,000 1,800,000 160,000 1,960,000 499,000 1,800,000 160,000 1,960,000 Meta F2 - 11T 1000 1000 330,000 2,475,000 220,000 2,695,000 499,000 2,475,000 220,000 2,695,000 4 HN1, HN2, HN3, HN4, HN5, HN7 + HN1: Q.Ba Đình, Q.Cầu Giấy, Q.Tây Hồ + HN2: Q.Đống Đa, Q.Hai Bà Trưng, Q.Hoàn Kiếm + HN3: Q.Hà Đông, Q.Thanh Xuân + HN4: Q.Hoàng Mai + HN5: Q.Bắc Từ Liêm,Q.Nam Từ Liêm + HN7: Q.Long Biên Meta - 1T 1000 1000 299,000 205,000 20,000 225,000 299,000 205,000 20,000 225,000 01 ONT Dual Band Wifi6 Meta - 2T 1000 1000 299,000 410,000 40,000 450,000 299,000 410,000 40,000 450,000 Meta - 3T 1000 1000 299,000 615,000 60,000 675,000 299,000 615,000 60,000 675,000 Meta - 4T 1000 1000 299,000 820,000 80,000 900,000 299,000 820,000 80,000 900,000 Meta - 5T 1000 1000 299,000 1,025,000 100,000 1,125,000 299,000 1,025,000 100,000 1,125,000 Meta - 6T 1000 1000 299,000 1,230,000 120,000 1,350,000 299,000 1,230,000 120,000 1,350,000 Meta - 7T 1000 1000 299,000 1,435,000 140,000 1,575,000 299,000 1,435,000 140,000 1,575,000 Meta - 8T 1000 1000 299,000 1,640,000 160,000 1,800,000 299,000 1,640,000 160,000 1,800,000 Meta - 11T 1000 1000 299,000 2,255,000 220,000 2,475,000 299,000 2,255,000 220,000 2,475,000 5 Meta F1 - 1T 1000 1000 399,000 235,000 20,000 255,000 399,000 235,000 20,000 255,000 01 ONT Dual Band Wifi6 + 02 AP Wifi6 Meta F1 - 2T 1000 1000 399,000 470,000 40,000 510,000 399,000 470,000 40,000 510,000 Meta F1 - 3T 1000 1000 399,000 705,000 60,000 765,000 399,000 705,000 60,000 765,000 Meta F1 - 4T 1000 1000 399,000 940,000 80,000 1,020,000 399,000 940,000 80,000 1,020,000 Meta F1 - 5T 1000 1000 399,000 1,175,000 100,000 1,275,000 399,000 1,175,000 100,000 1,275,000 Meta F1 - 6T 1000 1000 399,000 1,410,000 120,000 1,530,000 399,000 1,410,000 120,000 1,530,000 Meta F1 - 7T 1000 1000 399,000 1,645,000 140,000 1,785,000 399,000 1,645,000 140,000 1,785,000 Meta F1 - 8T 1000 1000 399,000 1,880,000 160,000 2,040,000 399,000 1,880,000 160,000 2,040,000 Meta F1 - 11T 1000 1000 399,000 2,585,000 220,000 2,805,000 399,000 2,585,000 220,000 2,805,000 6 Meta F2 - 1T 1000 1000 499,000 245,000 20,000 265,000 499,000 245,000 20,000 265,000 01 ONT Dual Band Wifi6 + 02 AP Wifi6 Meta F2 - 2T 1000 1000 499,000 490,000 40,000 530,000 499,000 490,000 40,000 530,000 Meta F2 - 3T 1000 1000 499,000 735,000 60,000 795,000 499,000 735,000 60,000 795,000 Meta F2 - 4T 1000 1000 499,000 980,000 80,000 1,060,000 499,000 980,000 80,000 1,060,000 Meta F2 - 5T 1000 1000 499,000 1,225,000 100,000 1,325,000 499,000 1,225,000 100,000 1,325,000 Meta F2 - 6T 1000 1000 499,000 1,470,000 120,000 1,590,000 499,000 1,470,000 120,000 1,590,000 Meta F2 - 7T 1000 1000 499,000 1,715,000 140,000 1,855,000 499,000 1,715,000 140,000 1,855,000 Meta F2 - 8T 1000 1000 499,000 1,960,000 160,000 2,120,000 499,000 1,960,000 160,000 2,120,000 Meta F2 - 11T 1000 1000 499,000 2,695,000 220,000 2,915,000 499,000 2,695,000 220,000 2,915,000 xyxy=(1,1337,717,1794)
table-row: Giga F1 - 2T 300 300 399,000 470,000 40,000 510,000 399,000 470,000 40,000 510,000 xyxy=(2,337,717,345)
table-row: Sky F2 - 7T 1000 300 499,000 1,715,000 140,000 1,855,000 499,000 1,715,000 140,000 1,855,000 xyxy=(2,939,717,947)
table-row: Meta F1 - 8T 1000 1000 430,000 1,800,000 160,000 1,960,000 290,000 1,800,000 160,000 1,960,000 xyxy=(2,1485,717,1493)
table-row: Sky - 6T 1000 300 330,000 1,110,000 120,000 1,230,000 290,000 1,110,000 120,000 1,230,000 xyxy=(2,565,717,574)
table-row: Sky - 4T 1000 300 330,000 740,000 80,000 820,000 290,000 740,000 80,000 820,000 xyxy=(2,549,717,557)
table-row: Giga F2 - 5T 300 300 330,000 1,125,000 100,000 1,225,000 499,000 1,125,000 100,000 1,225,000 xyxy=(2,215,717,224)
table-row: Giga F1 - 8T 300 300 430,000 1,800,000 160,000 1,960,000 290,000 1,800,000 160,000 1,960,000 xyxy=(2,167,717,175)
col-group-new: Combo ZPlay có đăng ký gói mới xyxy=(340,19,505,25)
col-group-nonew: Combo ZPlay không đăng ký gói mới xyxy=(505,19,672,25)
table-row: 6 Sky F2 - 1T 1000 300 499,000 245,000 20,000 265,000 499,000 245,000 20,000 265,000 01 ONT Dual Band Wifi6 + 02 AP Wifi6 xyxy=(2,891,717,899)
table-row: Sky - 7T 1000 300 330,000 1,295,000 140,000 1,435,000 290,000 1,295,000 140,000 1,435,000 xyxy=(2,574,717,582)
col-group-new: Combo ZPlay có đăng ký gói mới xyxy=(340,1338,505,1343)
table-row: F-Game F2 - 3T 1000 300 330,000 675,000 60,000 735,000 499,000 675,000 60,000 735,000 xyxy=(2,1176,717,1184)
table-row: Giga - 2T 300 300 330,000 370,000 40,000 410,000 290,000 370,000 40,000 410,000 xyxy=(2,45,717,53)
table-row: F-Game F1 - 6T 1000 300 430,000 1,350,000 120,000 1,470,000 290,000 1,350,000 120,000 1,470,000 xyxy=(2,1127,717,1135)
